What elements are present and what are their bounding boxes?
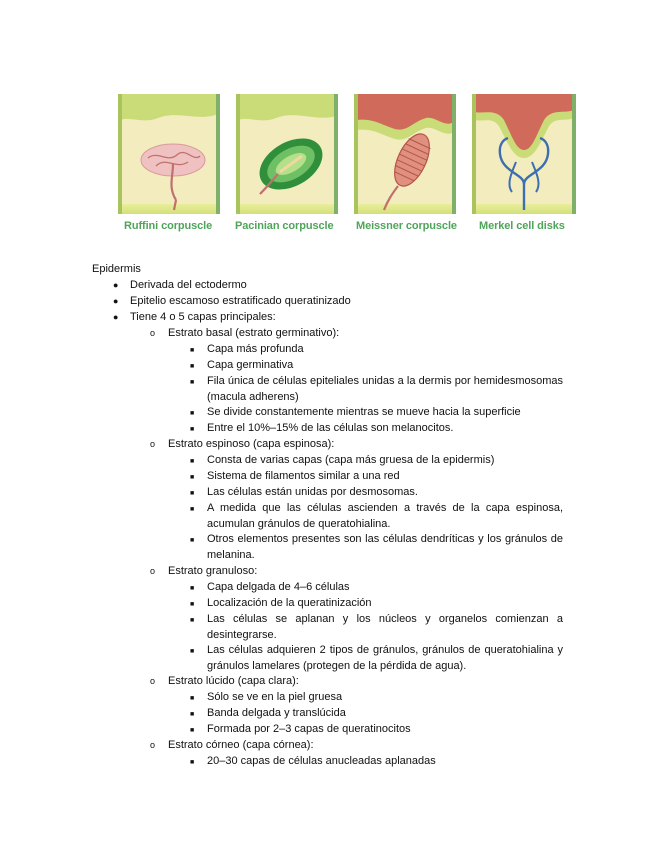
list-item: Banda delgada y translúcida: [207, 707, 346, 719]
bullet-circle: o: [150, 328, 156, 338]
list-item: Sólo se ve en la piel gruesa: [207, 691, 343, 703]
bullet-square: ■: [190, 458, 195, 465]
bullet-square: ■: [190, 727, 195, 734]
bullet-square: ■: [190, 426, 195, 433]
list-item: Derivada del ectodermo: [130, 279, 247, 291]
bullet-square: ■: [190, 648, 195, 655]
bullet-square: ■: [190, 347, 195, 354]
list-item: Formada por 2–3 capas de queratinocitos: [207, 723, 411, 735]
bullet-square: ■: [190, 379, 195, 386]
bullet-circle: o: [150, 566, 156, 576]
list-item: Entre el 10%–15% de las células son melanocitos.: [207, 422, 454, 434]
list-item: Las células están unidas por desmosomas.: [207, 486, 418, 498]
list-item: Fila única de células epiteliales unidas a la dermis por hemidesmosomas (macula adherens): [207, 375, 563, 403]
list-item: Epitelio escamoso estratificado queratinizado: [130, 295, 351, 307]
section-title-granuloso: Estrato granuloso:: [168, 565, 258, 577]
list-item: Capa germinativa: [207, 359, 294, 371]
caption-merkel: Merkel cell disks: [479, 220, 565, 232]
bullet-square: ■: [190, 363, 195, 370]
bullet-square: ■: [190, 474, 195, 481]
bullet-disc: ●: [113, 280, 119, 290]
section-title-lucido: Estrato lúcido (capa clara):: [168, 675, 299, 687]
bullet-disc: ●: [113, 312, 119, 322]
bullet-square: ■: [190, 759, 195, 766]
list-item: Tiene 4 o 5 capas principales:: [130, 311, 276, 323]
caption-ruffini: Ruffini corpuscle: [124, 220, 213, 232]
heading-epidermis: Epidermis: [92, 263, 141, 275]
list-item: Capa más profunda: [207, 343, 304, 355]
caption-meissner: Meissner corpuscle: [356, 220, 457, 232]
list-item: Consta de varias capas (capa más gruesa de la epidermis): [207, 454, 495, 466]
bullet-square: ■: [190, 711, 195, 718]
list-item: 20–30 capas de células anucleadas aplanadas: [207, 755, 436, 767]
bullet-square: ■: [190, 410, 195, 417]
bullet-disc: ●: [113, 296, 119, 306]
bullet-square: ■: [190, 506, 195, 513]
list-item: Capa delgada de 4–6 células: [207, 581, 350, 593]
bullet-square: ■: [190, 537, 195, 544]
list-item: Otros elementos presentes son las células dendríticas y los gránulos de melanina.: [207, 533, 563, 561]
section-title-corneo: Estrato córneo (capa córnea):: [168, 739, 314, 751]
bullet-square: ■: [190, 585, 195, 592]
bullet-circle: o: [150, 676, 156, 686]
list-item: Las células se aplanan y los núcleos y organelos comienzan a desintegrarse.: [207, 613, 563, 641]
bullet-circle: o: [150, 439, 156, 449]
bullet-square: ■: [190, 695, 195, 702]
list-item: Las células adquieren 2 tipos de gránulos, gránulos de queratohialina y gránulos lamelares (protegen de la pérdida de agua).: [207, 644, 563, 672]
list-item: Localización de la queratinización: [207, 597, 372, 609]
caption-pacinian: Pacinian corpuscle: [235, 220, 334, 232]
section-title-espinoso: Estrato espinoso (capa espinosa):: [168, 438, 335, 450]
bullet-circle: o: [150, 740, 156, 750]
bullet-square: ■: [190, 601, 195, 608]
bullet-square: ■: [190, 617, 195, 624]
bullet-square: ■: [190, 490, 195, 497]
section-title-basal: Estrato basal (estrato germinativo):: [168, 327, 340, 339]
list-item: Sistema de filamentos similar a una red: [207, 470, 400, 482]
list-item: A medida que las células ascienden a través de la capa espinosa, acumulan gránulos de queratohialina.: [207, 502, 563, 530]
list-item: Se divide constantemente mientras se mueve hacia la superficie: [207, 406, 521, 418]
